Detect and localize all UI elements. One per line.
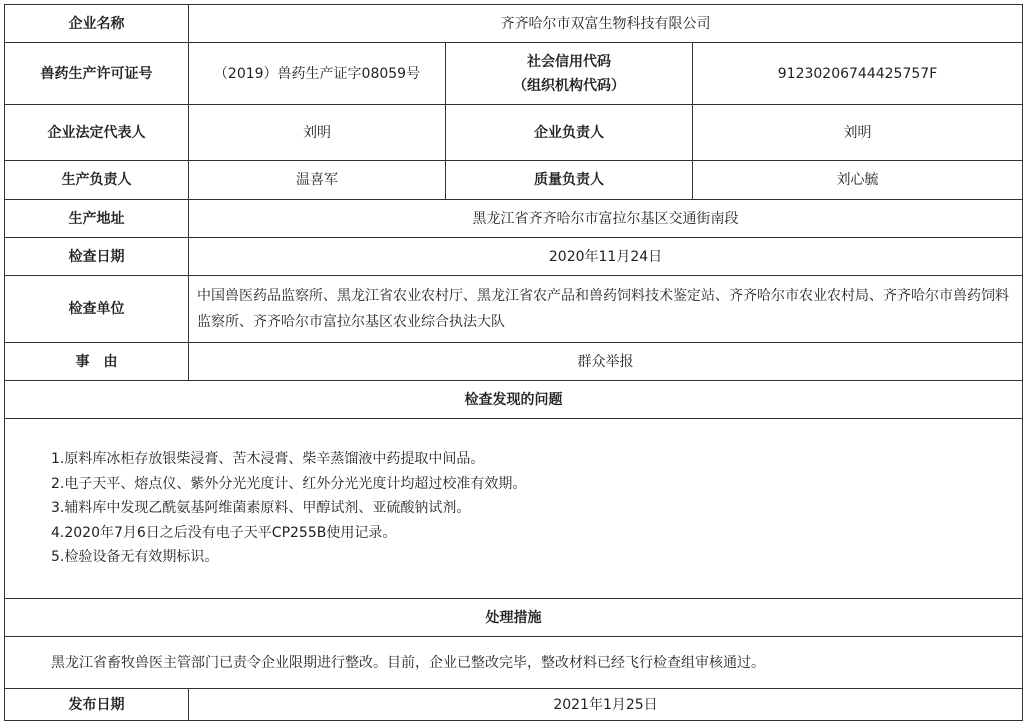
measures-title: 处理措施 (5, 599, 1023, 637)
credit-code-value: 91230206744425757F (693, 43, 1023, 105)
license-label: 兽药生产许可证号 (5, 43, 189, 105)
enterprise-name-label: 企业名称 (5, 5, 189, 43)
inspection-table (4, 4, 1023, 721)
quality-head-label: 质量负责人 (446, 161, 693, 200)
license-value: （2019）兽药生产证字08059号 (189, 43, 446, 105)
credit-code-label-line1: 社会信用代码 (527, 53, 611, 70)
inspection-units-value: 中国兽医药品监察所、黑龙江省农业农村厅、黑龙江省农产品和兽药饲料技术鉴定站、齐齐哈尔市农业农村局、齐齐哈尔市兽药饲料监察所、齐齐哈尔市富拉尔基区农业综合执法大队 (189, 276, 1023, 343)
problem-item: 5.检验设备无有效期标识。 (51, 549, 219, 566)
problem-item: 2.电子天平、熔点仪、紫外分光光度计、红外分光光度计均超过校准有效期。 (51, 475, 527, 492)
inspection-date-label: 检查日期 (5, 238, 189, 276)
problem-item: 3.辅料库中发现乙酰氨基阿维菌素原料、甲醇试剂、亚硫酸钠试剂。 (51, 500, 471, 517)
problems-title: 检查发现的问题 (5, 381, 1023, 419)
problem-item: 1.原料库冰柜存放银柴浸膏、苦木浸膏、柴辛蒸馏液中药提取中间品。 (51, 451, 485, 468)
quality-head-value: 刘心毓 (693, 161, 1023, 200)
reason-value: 群众举报 (189, 343, 1023, 381)
publish-date-value: 2021年1月25日 (189, 689, 1023, 721)
measures-value: 黑龙江省畜牧兽医主管部门已责令企业限期进行整改。目前，企业已整改完毕，整改材料已经飞行检查组审核通过。 (5, 637, 1023, 689)
credit-code-label-line2: （组织机构代码） (513, 77, 625, 94)
production-head-label: 生产负责人 (5, 161, 189, 200)
production-head-value: 温喜军 (189, 161, 446, 200)
address-label: 生产地址 (5, 200, 189, 238)
problem-item: 4.2020年7月6日之后没有电子天平CP255B使用记录。 (51, 524, 397, 541)
publish-date-label: 发布日期 (5, 689, 189, 721)
legal-rep-value: 刘明 (189, 105, 446, 161)
enterprise-head-value: 刘明 (693, 105, 1023, 161)
inspection-date-value: 2020年11月24日 (189, 238, 1023, 276)
reason-label: 事 由 (5, 343, 189, 381)
enterprise-head-label: 企业负责人 (446, 105, 693, 161)
credit-code-label (446, 43, 693, 105)
inspection-units-label: 检查单位 (5, 276, 189, 343)
address-value: 黑龙江省齐齐哈尔市富拉尔基区交通街南段 (189, 200, 1023, 238)
enterprise-name-value: 齐齐哈尔市双富生物科技有限公司 (189, 5, 1023, 43)
problems-list (5, 419, 1023, 599)
legal-rep-label: 企业法定代表人 (5, 105, 189, 161)
